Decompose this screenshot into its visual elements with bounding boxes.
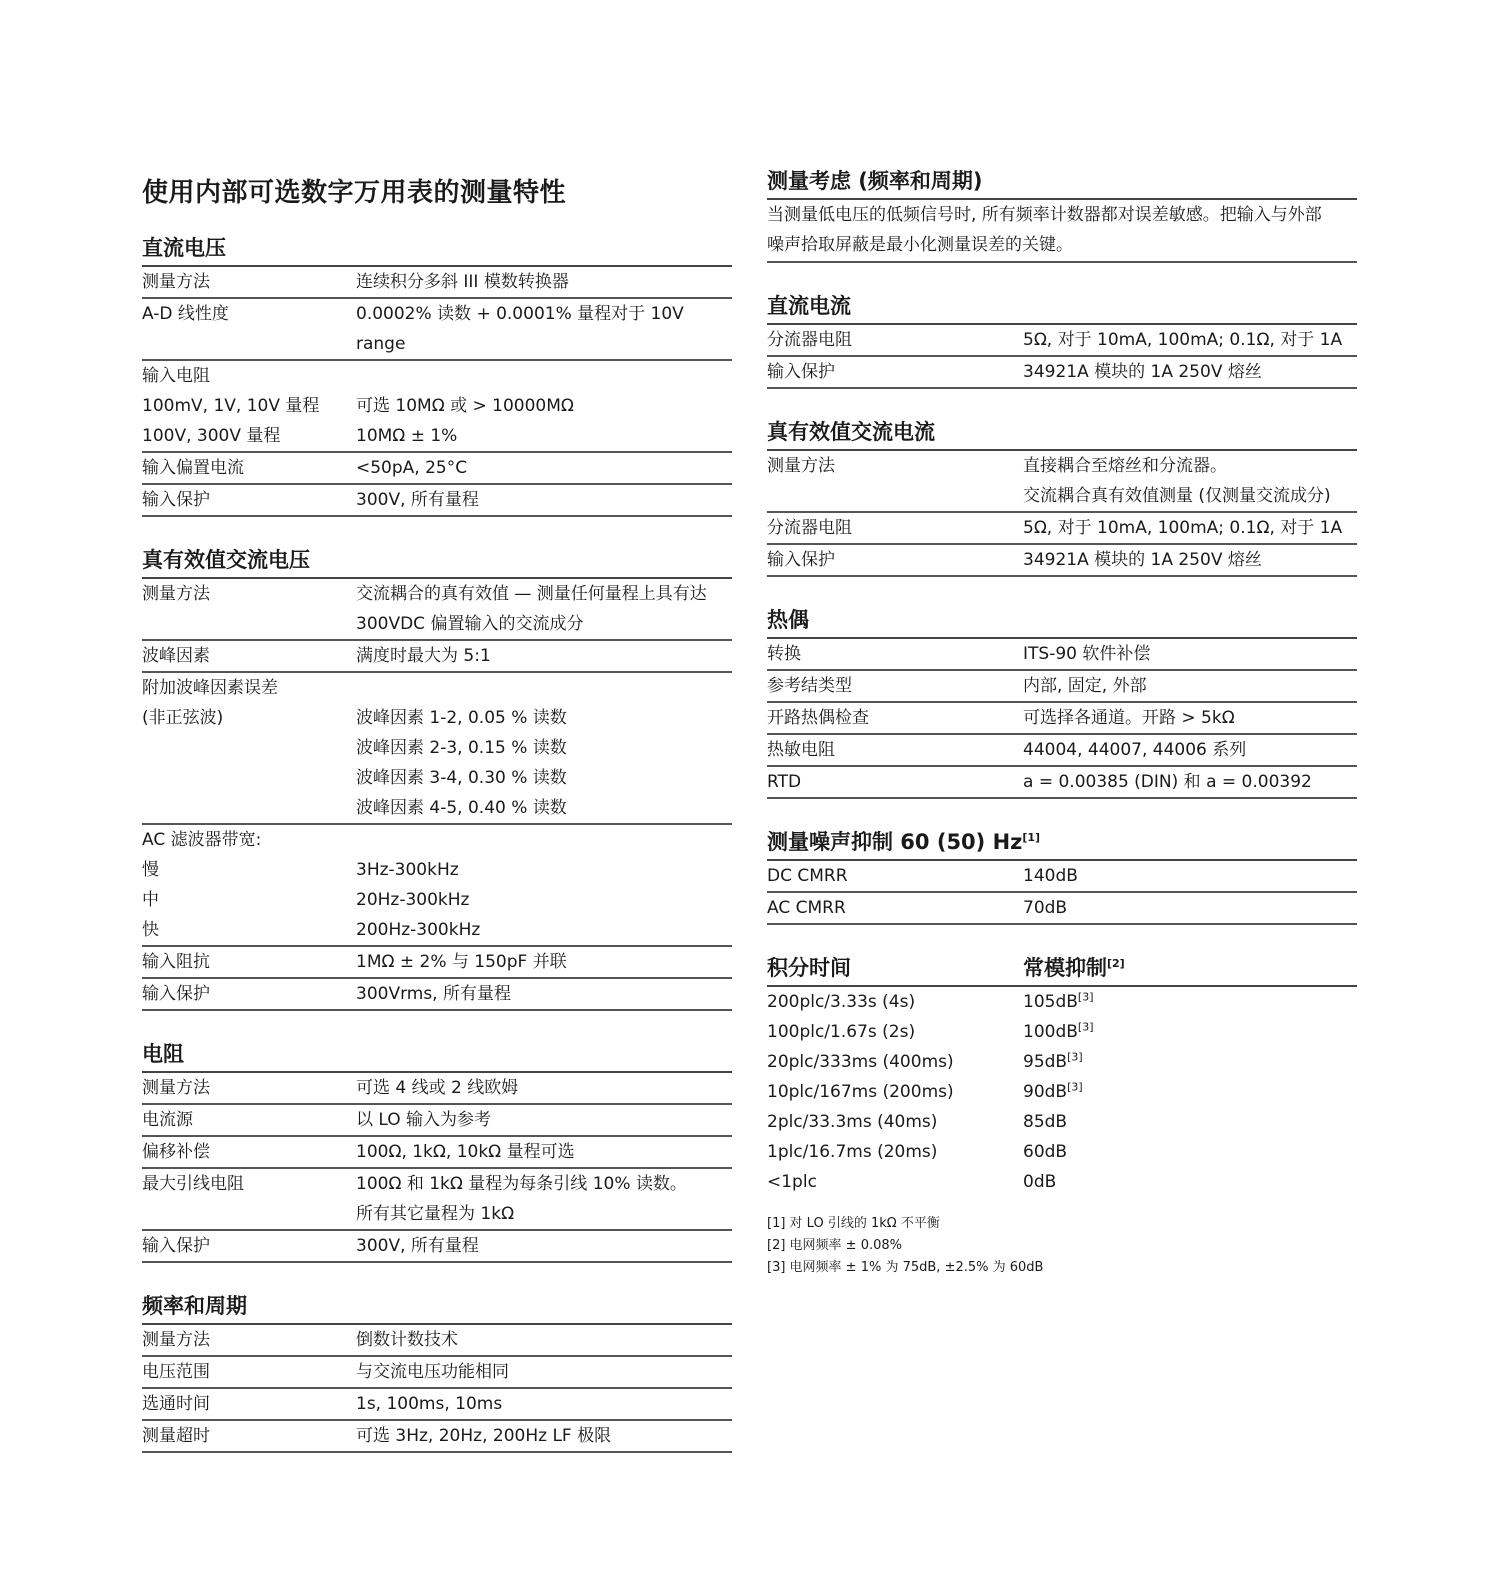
spec-row bbox=[767, 893, 1357, 925]
spec-row bbox=[142, 1357, 732, 1389]
spec-value: 5Ω, 对于 10mA, 100mA; 0.1Ω, 对于 1A bbox=[1023, 518, 1343, 538]
spec-row bbox=[142, 1137, 732, 1169]
table-row bbox=[767, 1107, 1357, 1137]
spec-row bbox=[142, 1325, 732, 1357]
spec-value: 1MΩ ± 2% 与 150pF 并联 bbox=[356, 952, 567, 972]
spec-row bbox=[142, 1389, 732, 1421]
section-measurement-considerations bbox=[767, 168, 1357, 263]
value-text: 100dB bbox=[1023, 1022, 1078, 1042]
spec-label: A-D 线性度 bbox=[142, 304, 229, 324]
spec-row bbox=[142, 485, 732, 517]
footnote-ref: [3] bbox=[1077, 1020, 1094, 1034]
spec-row bbox=[142, 947, 732, 979]
spec-value: 交流耦合真有效值测量 (仅测量交流成分) bbox=[1023, 486, 1331, 506]
spec-value: 200Hz-300kHz bbox=[356, 920, 481, 940]
spec-row bbox=[142, 1199, 732, 1231]
spec-row bbox=[767, 357, 1357, 389]
spec-label: 测量超时 bbox=[142, 1426, 210, 1446]
spec-label: 测量方法 bbox=[767, 456, 835, 476]
footnote-ref: [3] bbox=[1067, 1080, 1083, 1094]
spec-label: 中 bbox=[142, 890, 159, 910]
spec-row bbox=[767, 703, 1357, 735]
section-ac-current bbox=[767, 419, 1357, 577]
spec-label: 热敏电阻 bbox=[767, 740, 835, 760]
spec-row bbox=[767, 735, 1357, 767]
spec-value: 5Ω, 对于 10mA, 100mA; 0.1Ω, 对于 1A bbox=[1023, 330, 1343, 350]
section-integration-time bbox=[767, 955, 1357, 1279]
note-line: 当测量低电压的低频信号时, 所有频率计数器都对误差敏感。把输入与外部 bbox=[767, 205, 1322, 225]
spec-value: 300V, 所有量程 bbox=[356, 1236, 479, 1256]
spec-label: 选通时间 bbox=[142, 1394, 210, 1414]
spec-value: 波峰因素 2-3, 0.15 % 读数 bbox=[356, 738, 567, 758]
spec-row bbox=[142, 673, 732, 703]
spec-label: 输入电阻 bbox=[142, 366, 210, 386]
spec-value: 交流耦合的真有效值 — 测量任何量程上具有达 bbox=[356, 584, 707, 604]
column-header: 积分时间 bbox=[767, 956, 851, 980]
page-title: 使用内部可选数字万用表的测量特性 bbox=[142, 178, 567, 208]
spec-row bbox=[767, 513, 1357, 545]
spec-value: a = 0.00385 (DIN) 和 a = 0.00392 bbox=[1023, 772, 1312, 792]
value-text: 85dB bbox=[1023, 1112, 1068, 1132]
spec-label: 输入偏置电流 bbox=[142, 458, 244, 478]
section-title: 测量考虑 (频率和周期) bbox=[767, 168, 1357, 200]
footnote: [1] 对 LO 引线的 1kΩ 不平衡 bbox=[767, 1216, 940, 1231]
spec-value bbox=[1023, 1077, 1357, 1107]
table-row bbox=[767, 1077, 1357, 1107]
spec-row bbox=[142, 763, 732, 793]
spec-label: DC CMRR bbox=[767, 866, 848, 886]
spec-row bbox=[142, 391, 732, 421]
spec-value: 0.0002% 读数 + 0.0001% 量程对于 10V range bbox=[356, 304, 684, 354]
spec-value: 可选 4 线或 2 线欧姆 bbox=[356, 1078, 519, 1098]
spec-row bbox=[767, 671, 1357, 703]
spec-label: 输入保护 bbox=[142, 490, 210, 510]
spec-value bbox=[1023, 1137, 1357, 1167]
spec-label: 100V, 300V 量程 bbox=[142, 426, 281, 446]
spec-label: 输入保护 bbox=[767, 550, 835, 570]
spec-label: 测量方法 bbox=[142, 1330, 210, 1350]
spec-label: 分流器电阻 bbox=[767, 518, 852, 538]
section-dc-current bbox=[767, 293, 1357, 389]
spec-value: 满度时最大为 5:1 bbox=[356, 646, 491, 666]
spec-label: 输入阻抗 bbox=[142, 952, 210, 972]
spec-row bbox=[142, 1073, 732, 1105]
column-header bbox=[1023, 955, 1125, 981]
spec-value: 以 LO 输入为参考 bbox=[356, 1110, 492, 1130]
spec-row bbox=[767, 481, 1357, 513]
spec-value: 可选 3Hz, 20Hz, 200Hz LF 极限 bbox=[356, 1426, 612, 1446]
value-text: 90dB bbox=[1023, 1082, 1068, 1102]
spec-row bbox=[142, 1105, 732, 1137]
spec-label: 2plc/33.3ms (40ms) bbox=[767, 1112, 938, 1132]
spec-label: 100mV, 1V, 10V 量程 bbox=[142, 396, 320, 416]
spec-row bbox=[142, 609, 732, 641]
table-row bbox=[767, 1047, 1357, 1077]
spec-row bbox=[142, 421, 732, 453]
spec-value: 波峰因素 3-4, 0.30 % 读数 bbox=[356, 768, 567, 788]
section-ac-voltage bbox=[142, 547, 732, 1011]
spec-row bbox=[142, 1169, 732, 1199]
spec-label: 开路热偶检查 bbox=[767, 708, 869, 728]
spec-label: AC 滤波器带宽: bbox=[142, 830, 262, 850]
spec-value bbox=[1023, 1047, 1357, 1077]
spec-row bbox=[767, 451, 1357, 481]
spec-label: 快 bbox=[142, 920, 159, 940]
spec-value: 100Ω, 1kΩ, 10kΩ 量程可选 bbox=[356, 1142, 575, 1162]
table-header bbox=[767, 955, 1357, 987]
spec-row bbox=[142, 733, 732, 763]
spec-value: 所有其它量程为 1kΩ bbox=[356, 1204, 515, 1224]
spec-value bbox=[1023, 987, 1357, 1017]
spec-label: 转换 bbox=[767, 644, 801, 664]
spec-value: 直接耦合至熔丝和分流器。 bbox=[1023, 456, 1227, 476]
note-line: 噪声拾取屏蔽是最小化测量误差的关键。 bbox=[767, 235, 1073, 255]
spec-value: <50pA, 25°C bbox=[356, 458, 468, 478]
footnote: [3] 电网频率 ± 1% 为 75dB, ±2.5% 为 60dB bbox=[767, 1260, 1044, 1275]
value-text: 0dB bbox=[1023, 1172, 1057, 1192]
spec-row bbox=[142, 579, 732, 609]
spec-row bbox=[767, 639, 1357, 671]
spec-label: AC CMRR bbox=[767, 898, 846, 918]
spec-value: 连续积分多斜 III 模数转换器 bbox=[356, 272, 569, 292]
spec-label: 输入保护 bbox=[142, 984, 210, 1004]
spec-row bbox=[142, 453, 732, 485]
section-thermocouple bbox=[767, 607, 1357, 799]
spec-label: 最大引线电阻 bbox=[142, 1174, 244, 1194]
spec-label: 参考结类型 bbox=[767, 676, 852, 696]
spec-label: 慢 bbox=[142, 860, 159, 880]
spec-label: 20plc/333ms (400ms) bbox=[767, 1052, 954, 1072]
spec-value: 内部, 固定, 外部 bbox=[1023, 676, 1147, 696]
footnote-ref: [3] bbox=[1067, 1050, 1083, 1064]
section-dc-voltage bbox=[142, 235, 732, 517]
spec-label: 测量方法 bbox=[142, 1078, 210, 1098]
section-title: 真有效值交流电压 bbox=[142, 547, 732, 579]
spec-row bbox=[767, 545, 1357, 577]
spec-value: 10MΩ ± 1% bbox=[356, 426, 458, 446]
spec-value: 140dB bbox=[1023, 866, 1078, 886]
section-title: 直流电流 bbox=[767, 293, 1357, 325]
spec-row bbox=[142, 885, 732, 915]
table-row bbox=[767, 1167, 1357, 1197]
spec-label: 输入保护 bbox=[767, 362, 835, 382]
spec-label: (非正弦波) bbox=[142, 708, 224, 728]
table-row bbox=[767, 1137, 1357, 1167]
footnotes bbox=[767, 1213, 1357, 1279]
left-column bbox=[142, 168, 732, 1483]
spec-row bbox=[142, 299, 732, 361]
spec-value: 20Hz-300kHz bbox=[356, 890, 470, 910]
section-title: 频率和周期 bbox=[142, 1293, 732, 1325]
spec-row bbox=[142, 641, 732, 673]
spec-row bbox=[767, 861, 1357, 893]
section-resistance bbox=[142, 1041, 732, 1263]
spec-value bbox=[1023, 1167, 1357, 1197]
section-title: 热偶 bbox=[767, 607, 1357, 639]
spec-value: 3Hz-300kHz bbox=[356, 860, 459, 880]
spec-label: 200plc/3.33s (4s) bbox=[767, 992, 916, 1012]
value-text: 60dB bbox=[1023, 1142, 1068, 1162]
spec-row bbox=[142, 793, 732, 825]
spec-label: 10plc/167ms (200ms) bbox=[767, 1082, 954, 1102]
spec-row bbox=[142, 979, 732, 1011]
spec-label: 电压范围 bbox=[142, 1362, 210, 1382]
spec-row bbox=[142, 825, 732, 855]
spec-value: 300V, 所有量程 bbox=[356, 490, 479, 510]
value-text: 95dB bbox=[1023, 1052, 1068, 1072]
spec-value: 100Ω 和 1kΩ 量程为每条引线 10% 读数。 bbox=[356, 1174, 687, 1194]
section-title-text: 测量噪声抑制 60 (50) Hz bbox=[767, 830, 1023, 854]
spec-row bbox=[142, 703, 732, 733]
footnote: [2] 电网频率 ± 0.08% bbox=[767, 1238, 903, 1253]
right-column bbox=[767, 168, 1357, 1309]
section-title: 直流电压 bbox=[142, 235, 732, 267]
section-noise-rejection bbox=[767, 829, 1357, 925]
spec-row bbox=[142, 855, 732, 885]
spec-label: 输入保护 bbox=[142, 1236, 210, 1256]
footnote-ref: [3] bbox=[1077, 990, 1094, 1004]
spec-row bbox=[142, 1231, 732, 1263]
table-row bbox=[767, 1017, 1357, 1047]
spec-label: 测量方法 bbox=[142, 584, 210, 604]
spec-row bbox=[142, 361, 732, 391]
spec-label: <1plc bbox=[767, 1172, 817, 1192]
spec-value: 1s, 100ms, 10ms bbox=[356, 1394, 503, 1414]
spec-value: 与交流电压功能相同 bbox=[356, 1362, 509, 1382]
spec-value: 44004, 44007, 44006 系列 bbox=[1023, 740, 1247, 760]
spec-value: 300Vrms, 所有量程 bbox=[356, 984, 511, 1004]
section-title: 电阻 bbox=[142, 1041, 732, 1073]
spec-value: ITS-90 软件补偿 bbox=[1023, 644, 1151, 664]
spec-label: 1plc/16.7ms (20ms) bbox=[767, 1142, 938, 1162]
spec-value bbox=[356, 361, 732, 391]
section-frequency bbox=[142, 1293, 732, 1453]
spec-label: 附加波峰因素误差 bbox=[142, 678, 278, 698]
spec-value bbox=[1023, 1107, 1357, 1137]
spec-value: 波峰因素 4-5, 0.40 % 读数 bbox=[356, 798, 567, 818]
spec-label: 电流源 bbox=[142, 1110, 193, 1130]
spec-value bbox=[1023, 1017, 1357, 1047]
spec-row bbox=[767, 767, 1357, 799]
spec-value: 波峰因素 1-2, 0.05 % 读数 bbox=[356, 708, 567, 728]
table-row bbox=[767, 987, 1357, 1017]
spec-value: 可选择各通道。开路 > 5kΩ bbox=[1023, 708, 1235, 728]
spec-value: 300VDC 偏置输入的交流成分 bbox=[356, 614, 584, 634]
spec-label: 测量方法 bbox=[142, 272, 210, 292]
spec-row bbox=[142, 267, 732, 299]
spec-label: 分流器电阻 bbox=[767, 330, 852, 350]
footnote-ref: [1] bbox=[1022, 831, 1041, 844]
section-title: 真有效值交流电流 bbox=[767, 419, 1357, 451]
spec-value: 34921A 模块的 1A 250V 熔丝 bbox=[1023, 362, 1262, 382]
note-text bbox=[767, 200, 1357, 263]
column-header-text: 常模抑制 bbox=[1023, 956, 1107, 980]
footnote-ref: [2] bbox=[1107, 957, 1125, 970]
spec-label: 100plc/1.67s (2s) bbox=[767, 1022, 916, 1042]
spec-value: 倒数计数技术 bbox=[356, 1330, 458, 1350]
spec-row bbox=[767, 325, 1357, 357]
spec-row bbox=[142, 915, 732, 947]
spec-label: 波峰因素 bbox=[142, 646, 210, 666]
spec-value: 可选 10MΩ 或 > 10000MΩ bbox=[356, 396, 574, 416]
spec-row bbox=[142, 1421, 732, 1453]
spec-label: RTD bbox=[767, 772, 802, 792]
value-text: 105dB bbox=[1023, 992, 1078, 1012]
spec-value: 34921A 模块的 1A 250V 熔丝 bbox=[1023, 550, 1262, 570]
spec-label: 偏移补偿 bbox=[142, 1142, 210, 1162]
spec-value: 70dB bbox=[1023, 898, 1068, 918]
section-title bbox=[767, 829, 1357, 861]
